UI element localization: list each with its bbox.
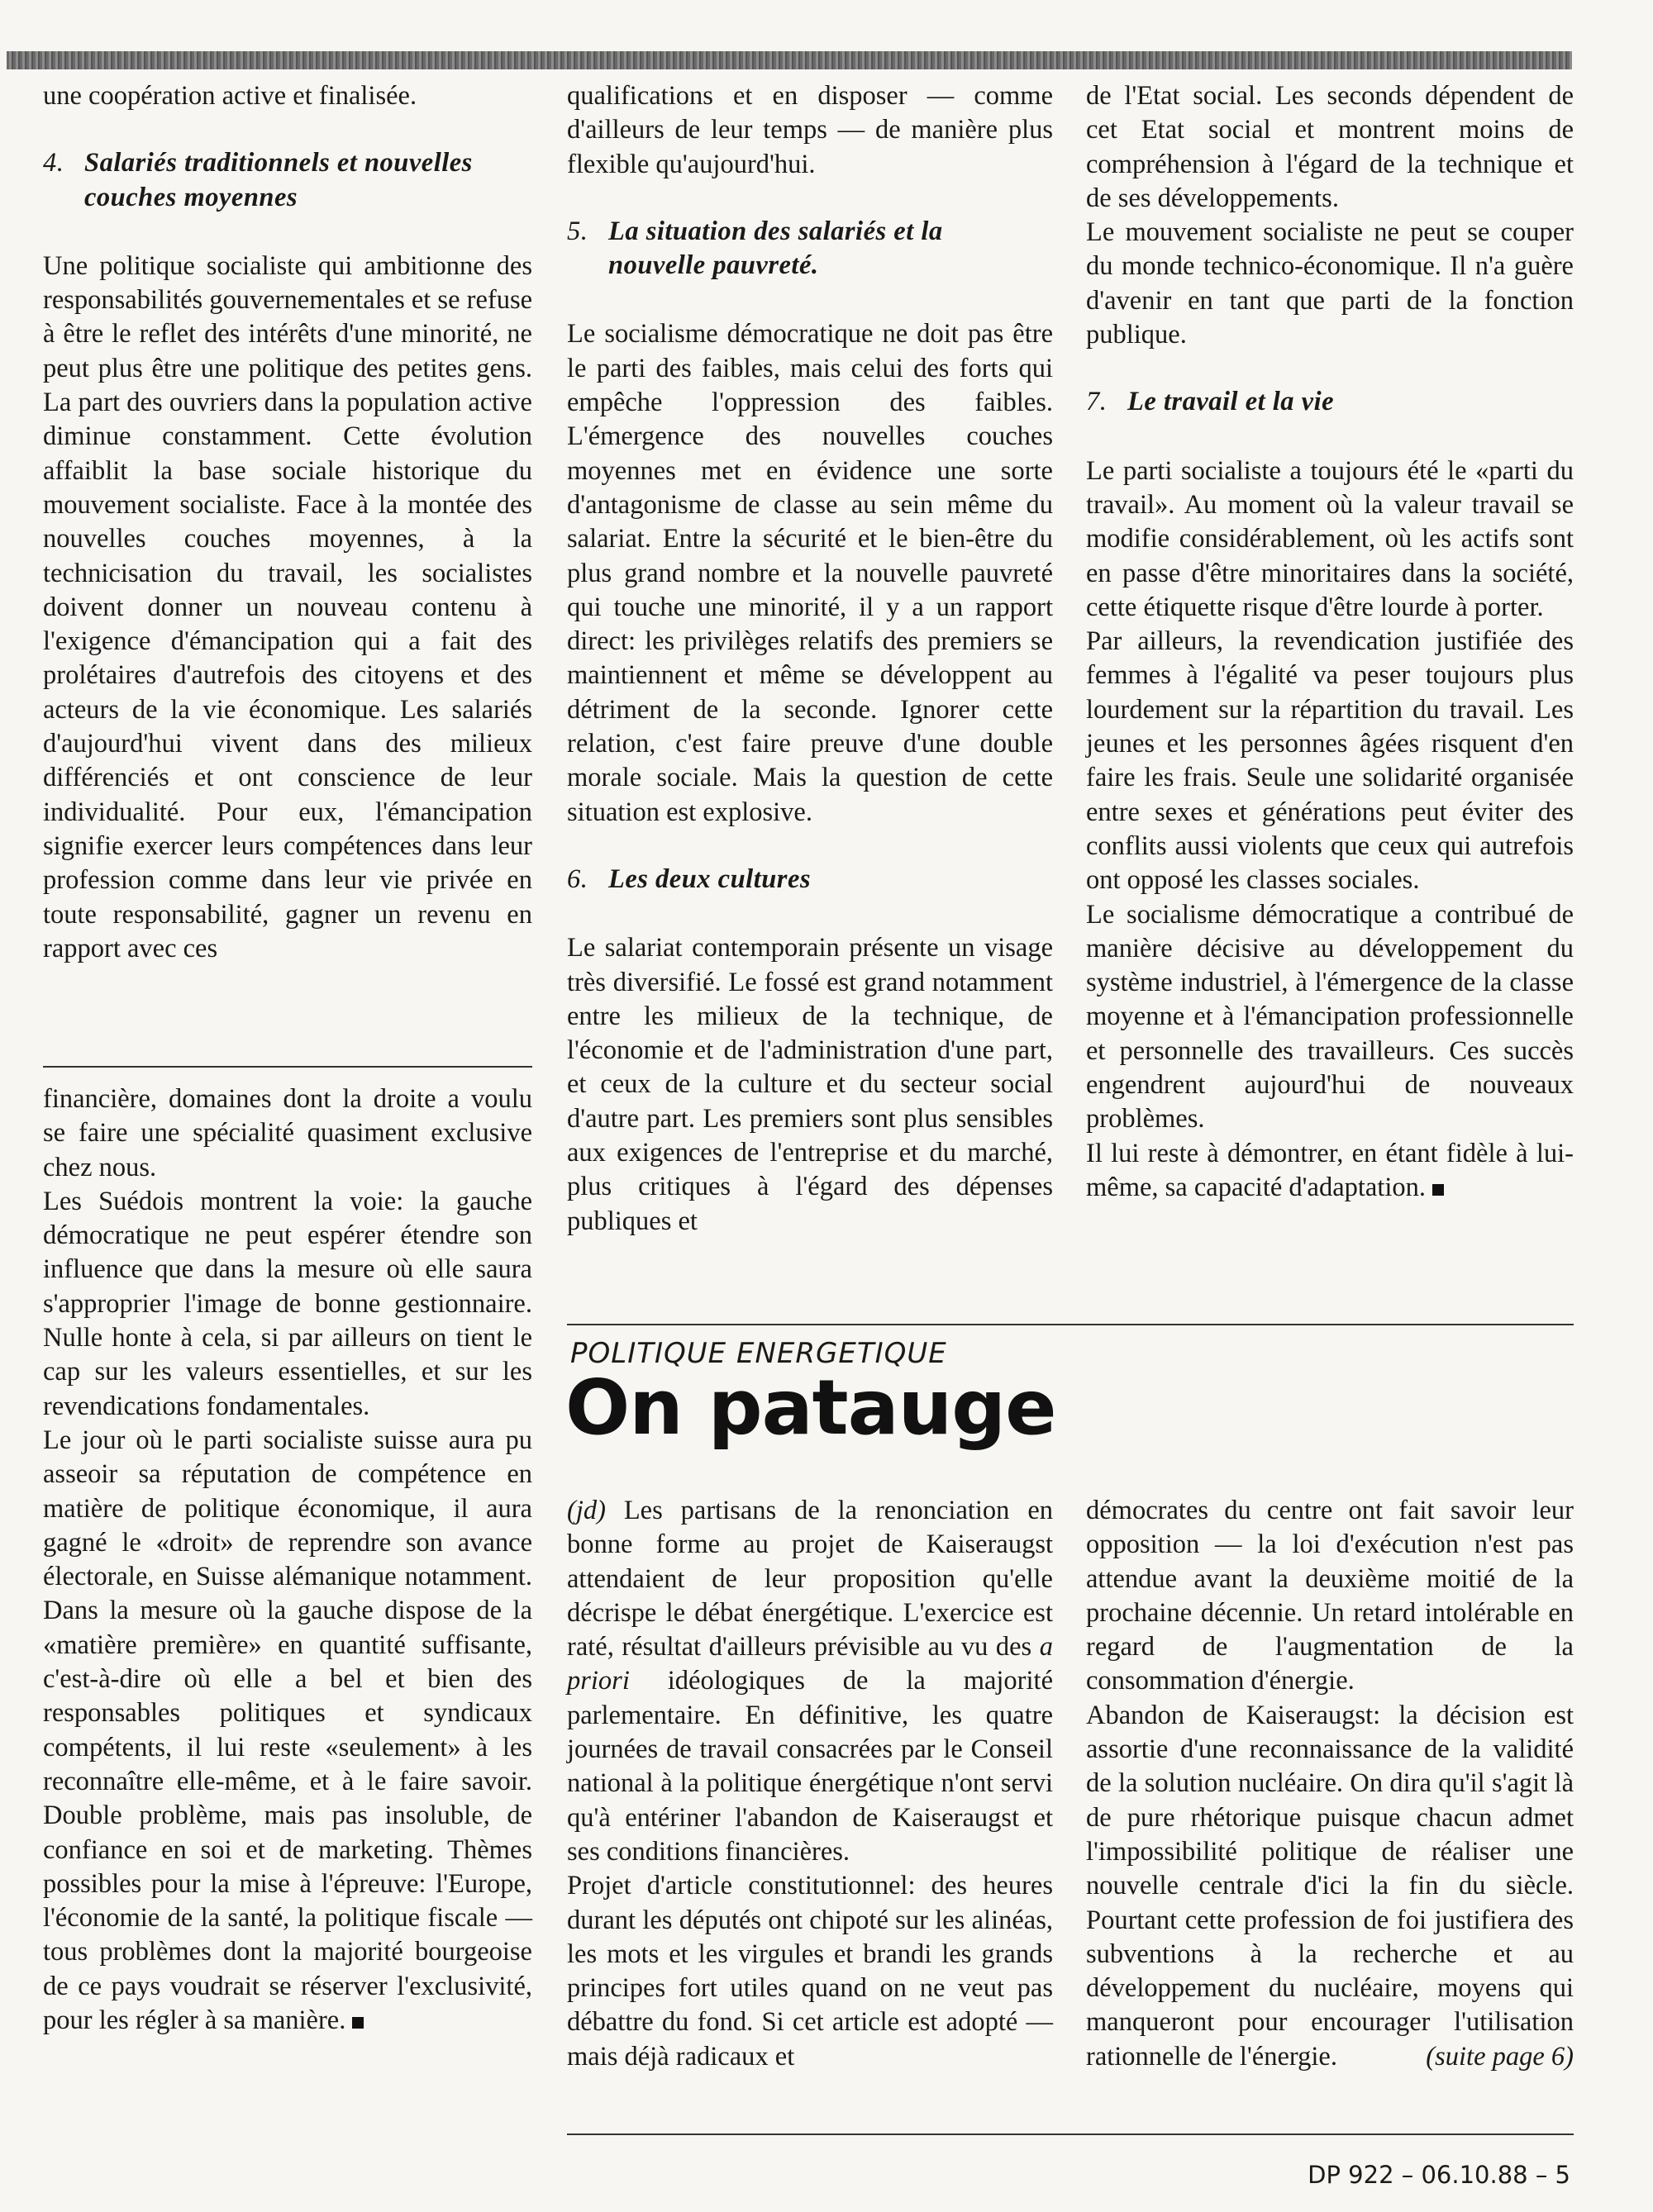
footer-rule bbox=[567, 2134, 1574, 2135]
top-rule-bar bbox=[7, 51, 1572, 69]
paragraph: une coopération active et finalisée. bbox=[43, 81, 417, 111]
paragraph: Le mouvement socialiste ne peut se couper du monde technico-économique. Il n'a guère d'avenir en tant que parti de la fonction publique. bbox=[1086, 217, 1574, 350]
closing-paragraph: Le jour où le parti socialiste suisse aura pu asseoir sa réputation de compétence en matière de politique économique, il aura gagné le «droit» de reprendre son avance électorale, en Suisse alémanique notamment. Dans la mesure où la gauche dispose de la «matière première» en quantité suffisante, c'est-à-dire où elle a bel et bien des responsables politiques et syndicaux compétents, il lui reste «seulement» à les reconnaître elle-même, et à le faire savoir. Double problème, mais pas insoluble, de confiance en soi et de marketing. Thèmes possibles pour la mise à l'épreuve: l'Europe, l'économie de la santé, la politique fiscale — tous problèmes dont la majorité bourgeoise de ce pays voudrait se réserver l'exclusivité, pour les régler à sa manière. bbox=[43, 1425, 532, 2036]
paragraph: de l'Etat social. Les seconds dépendent de cet Etat social et montrent moins de compréhension à l'égard de la technique et de ses développements. bbox=[1086, 81, 1574, 213]
heading-number: 5. bbox=[567, 216, 588, 246]
column-3-top bbox=[1086, 79, 1574, 1205]
article-top-rule bbox=[567, 1324, 1574, 1325]
paragraph bbox=[567, 1494, 1053, 1869]
heading-text: La situation des salariés et la bbox=[608, 216, 943, 246]
column-1-divider bbox=[43, 1066, 532, 1068]
paragraph bbox=[43, 1424, 532, 2038]
article-kicker: POLITIQUE ENERGETIQUE bbox=[570, 1337, 947, 1370]
paragraph: Le parti socialiste a toujours été le «parti du travail». Au moment où la valeur travail se modifie considérablement, où les actifs sont en passe d'être minoritaires dans la société, cette étiquette risque d'être lourde à porter. bbox=[1086, 455, 1574, 622]
emphasis: a priori bbox=[567, 1632, 1053, 1696]
section-heading-7 bbox=[1086, 385, 1574, 419]
article-column-2 bbox=[567, 1494, 1053, 2074]
section-heading-5 bbox=[567, 215, 1053, 283]
heading-text: Le travail et la vie bbox=[1127, 387, 1335, 417]
paragraph-text: idéologiques de la majorité parlementaire. En définitive, les quatre journées de travail consacrées par le Conseil national à la politique énergétique n'ont servi qu'à entériner l'abandon de Kaiseraugst et ses conditions financières. bbox=[567, 1666, 1053, 1867]
author-initials: (jd) bbox=[567, 1496, 606, 1525]
paragraph: Le socialisme démocratique a contribué de manière décisive au développement du système industriel, à l'émergence de la classe moyenne et à l'émancipation professionnelle et personnelle des travailleurs. Ces succès engendrent aujourd'hui de nouveaux problèmes. bbox=[1086, 899, 1574, 1135]
continuation-note: (suite page 6) bbox=[1426, 2041, 1574, 2072]
heading-text: nouvelle pauvreté. bbox=[608, 250, 819, 281]
paragraph: Par ailleurs, la revendication justifiée des femmes à l'égalité va peser toujours plus lourdement sur la répartition du travail. Les jeunes et les personnes âgées risquent d'en faire les frais. Seule une solidarité organisée entre sexes et générations peut éviter des conflits aussi violents que ceux qui autrefois ont opposé les classes sociales. bbox=[1086, 626, 1574, 896]
column-1-bottom bbox=[43, 1082, 532, 2038]
paragraph: Les Suédois montrent la voie: la gauche démocratique ne peut espérer étendre son influence que dans la mesure où elle saura s'approprier l'image de bonne gestionnaire. Nulle honte à cela, si par ailleurs on tient le cap sur les valeurs essentielles, et sur les revendications fondamentales. bbox=[43, 1186, 532, 1421]
paragraph-text: Les partisans de la renonciation en bonne forme au projet de Kaiseraugst attendaient de leur proposition qu'elle décrispe le débat énergétique. L'exercice est raté, résultat d'ailleurs prévisible au vu des bbox=[567, 1496, 1053, 1663]
heading-number: 7. bbox=[1086, 387, 1108, 417]
paragraph: Le socialisme démocratique ne doit pas être le parti des faibles, mais celui des forts qui empêche l'oppression des faibles. L'émergence des nouvelles couches moyennes met en évidence une sorte d'antagonisme de classe au sein même du salariat. Entre la sécurité et le bien-être du plus grand nombre et la nouvelle pauvreté qui touche une minorité, il y a un rapport direct: les privilèges relatifs des premiers se maintiennent et même se développent au détriment de la seconde. Ignorer cette relation, c'est faire preuve d'une double morale sociale. Mais la question de cette situation est explosive. bbox=[567, 319, 1053, 827]
paragraph: démocrates du centre ont fait savoir leur opposition — la loi d'exécution n'est pas attendue avant la deuxième moitié de la prochaine décennie. Un retard intolérable en regard de l'augmentation de la consommation d'énergie. bbox=[1086, 1496, 1574, 1696]
heading-text: Les deux cultures bbox=[608, 863, 812, 894]
section-heading-4 bbox=[43, 146, 532, 215]
paragraph: Projet d'article constitutionnel: des heures durant les députés ont chipoté sur les alinéas, les mots et les virgules et brandi les grands principes fort utiles quand on ne veut pas débattre du fond. Si cet article est adopté — mais déjà radicaux et bbox=[567, 1871, 1053, 2072]
paragraph: financière, domaines dont la droite a voulu se faire une spécialité quasiment exclusive chez nous. bbox=[43, 1084, 532, 1182]
paragraph: qualifications et en disposer — comme d'ailleurs de leur temps — de manière plus flexible qu'aujourd'hui. bbox=[567, 81, 1053, 179]
heading-text: Salariés traditionnels et nouvelles bbox=[84, 148, 473, 178]
paragraph: Le salariat contemporain présente un visage très diversifié. Le fossé est grand notamment entre les milieux de la technique, de l'économie et de l'administration d'une part, et ceux de la culture et du secteur social d'autre part. Les premiers sont plus sensibles aux exigences de l'entreprise et du marché, plus critiques à l'égard des dépenses publiques et bbox=[567, 933, 1053, 1236]
paragraph bbox=[1086, 1137, 1574, 1206]
paragraph-text: Abandon de Kaiseraugst: la décision est assortie d'une reconnaissance de la validité de la solution nucléaire. On dira qu'il s'agit là de pure rhétorique puisque chacun admet l'impossibilité politique de réaliser une nouvelle centrale d'ici la fin du siècle. Pourtant cette profession de foi justifiera des subventions à la recherche et au développement du nucléaire, moyens qui manqueront pour encourager l'utilisation rationnelle de l'énergie. bbox=[1086, 1700, 1574, 2072]
end-mark-icon bbox=[352, 2017, 364, 2029]
heading-number: 6. bbox=[567, 863, 588, 894]
column-1-top bbox=[43, 79, 532, 966]
closing-sentence: Il lui reste à démontrer, en étant fidèle à lui-même, sa capacité d'adaptation. bbox=[1086, 1138, 1574, 1202]
article-headline: On patauge bbox=[565, 1363, 1056, 1452]
article-column-3 bbox=[1086, 1494, 1574, 2074]
end-mark-icon bbox=[1432, 1184, 1444, 1196]
section-heading-6 bbox=[567, 863, 1053, 897]
heading-number: 4. bbox=[43, 148, 64, 178]
paragraph: Une politique socialiste qui ambitionne des responsabilités gouvernementales et se refuse à être le reflet des intérêts d'une minorité, ne peut plus être une politique des petites gens. La part des ouvriers dans la population active diminue constamment. Cette évolution affaiblit la base sociale historique du mouvement socialiste. Face à la montée des nouvelles couches moyennes, à la technicisation du travail, les socialistes doivent donner un nouveau contenu à l'exigence d'émancipation qui a fait des prolétaires d'autrefois des citoyens et des acteurs de la vie économique. Les salariés d'aujourd'hui vivent dans des milieux différenciés et ont conscience de leur individualité. Pour eux, l'émancipation signifie exercer leurs compétences dans leur profession comme dans leur vie privée en toute responsabilité, gagner un revenu en rapport avec ces bbox=[43, 250, 533, 963]
column-2-top bbox=[567, 79, 1053, 1239]
paragraph bbox=[1086, 1699, 1574, 2074]
page-footer: DP 922 – 06.10.88 – 5 bbox=[1308, 2161, 1570, 2189]
heading-text: couches moyennes bbox=[84, 182, 298, 212]
